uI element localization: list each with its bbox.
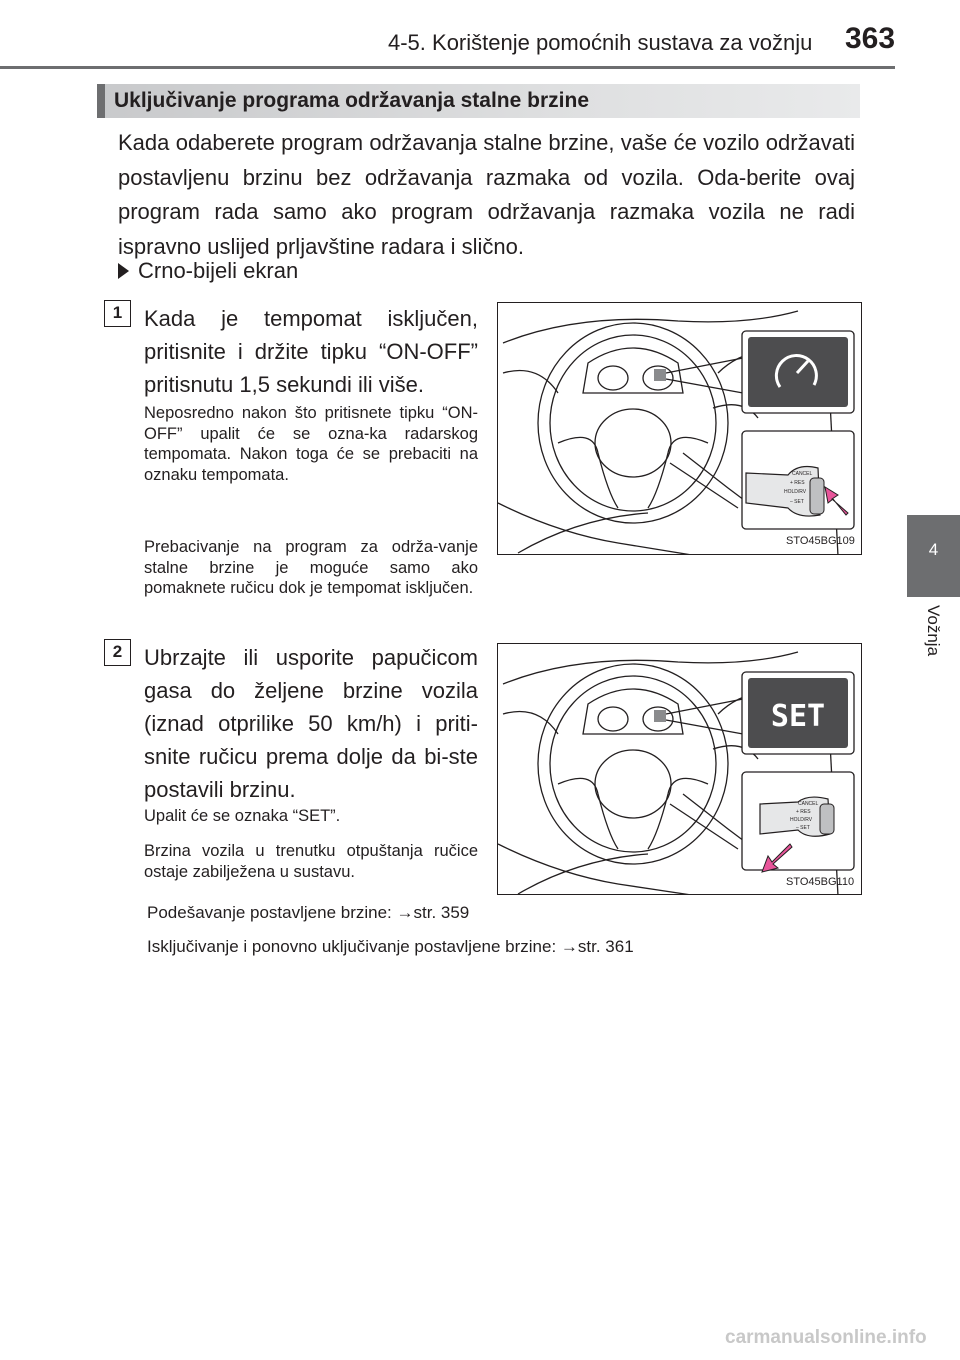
svg-text:– SET: – SET (796, 825, 810, 831)
svg-text:HOLD/RV: HOLD/RV (790, 817, 813, 823)
lever-hold-label: HOLD/RV (784, 489, 807, 495)
steering-wheel-illustration-2 (498, 644, 862, 895)
step-2-text: Ubrzajte ili usporite papučicom gasa do željene brzine vozila (iznad otprilike 50 km/h) i priti-snite ručicu prema dolje da bi-ste postavili brzinu. (144, 645, 478, 802)
set-display-text: SET (770, 699, 826, 734)
step-2-badge: 2 (104, 639, 131, 666)
running-header: 4-5. Korištenje pomoćnih sustava za vožnju (388, 30, 813, 55)
svg-text:+ RES: + RES (796, 809, 811, 815)
section-heading-bar (97, 84, 860, 118)
step-1-badge: 1 (104, 300, 131, 327)
step-2-note-1: Upalit će se oznaka “SET”. (144, 807, 341, 825)
chapter-label-wrap (907, 597, 960, 717)
triangle-bullet-icon (118, 263, 129, 279)
section-accent (97, 84, 105, 118)
step-1-note-2: Prebacivanje na program za održa-vanje stalne brzine je moguće samo ako pomaknete ručicu dok je tempomat isključen. (144, 538, 478, 597)
step-1-text: Kada je tempomat isključen, pritisnite i držite tipku “ON-OFF” pritisnutu 1,5 sekundi ili više. (144, 306, 478, 397)
lever-cancel-label: CANCEL (792, 471, 813, 477)
lever-res-label: + RES (790, 480, 805, 486)
figure-step-1 (497, 302, 862, 555)
chapter-number: 4 (928, 540, 939, 559)
step-2-note-2: Brzina vozila u trenutku otpuštanja ručice ostaje zabilježena u sustavu. (144, 842, 478, 881)
page-number: 363 (845, 22, 896, 55)
intro-paragraph: Kada odaberete program održavanja stalne brzine, vaše će vozilo održavati postavljenu brzinu bez održavanja razmaka od vozila. Oda-berite ovaj program rada samo ako program održavanja razmaka vozila ne radi ispravno uslijed prljavštine radara i slično. (118, 130, 855, 259)
step-1-note-1: Neposredno nakon što pritisnete tipku “ON-OFF” upalit će se ozna-ka radarskog tempomata. Nakon toga će se prebaciti na oznaku tempomata. (144, 404, 478, 484)
display-type-bullet (118, 258, 298, 284)
figure-code-2: STO45BG110 (786, 876, 855, 888)
watermark: carmanualsonline.info (725, 1327, 927, 1348)
reference-adjust-speed: Podešavanje postavljene brzine: →str. 359 (147, 903, 470, 922)
figure-code-1: STO45BG109 (786, 535, 855, 547)
figure-step-2 (497, 643, 862, 895)
lever-set-label: – SET (790, 499, 804, 505)
section-title: Uključivanje programa održavanja stalne brzine (114, 89, 589, 112)
chapter-label: Vožnja (924, 605, 943, 657)
header-rule (0, 66, 895, 69)
bullet-label: Crno-bijeli ekran (138, 258, 299, 283)
svg-text:CANCEL: CANCEL (798, 801, 819, 807)
steering-wheel-illustration-1 (498, 303, 862, 555)
reference-toggle-speed: Isključivanje i ponovno uključivanje postavljene brzine: →str. 361 (147, 937, 634, 956)
